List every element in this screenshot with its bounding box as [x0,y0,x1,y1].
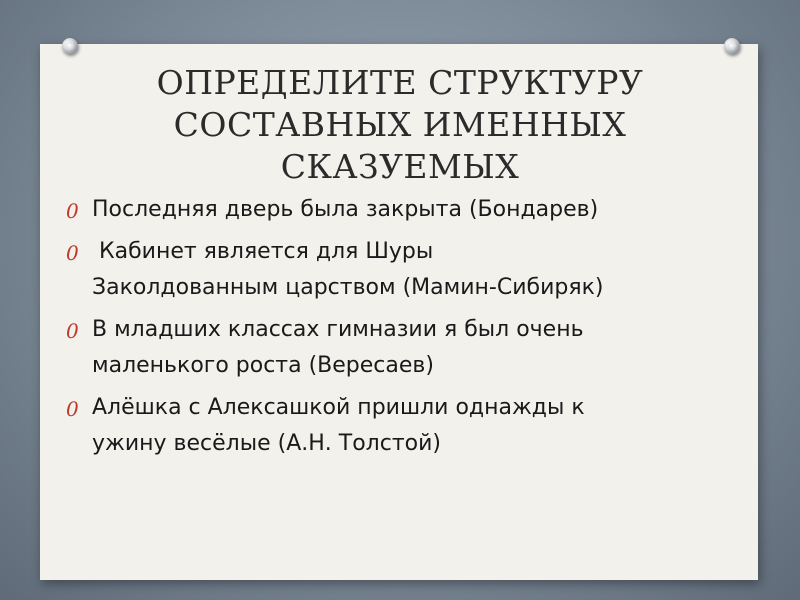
bullet-icon: 0 [66,319,79,343]
title-line: ОПРЕДЕЛИТЕ СТРУКТУРУ [156,63,644,102]
list-item [66,234,746,306]
item-text: ужину весёлые (А.Н. Толстой) [92,431,441,456]
item-text: маленького роста (Вересаев) [92,353,434,378]
title-line: СКАЗУЕМЫХ [280,147,520,186]
bullet-icon: 0 [66,241,79,265]
item-text: Алёшка с Алексашкой пришли однажды к [92,395,585,420]
bullet-icon: 0 [66,199,79,223]
item-text: Кабинет является для Шуры [92,239,434,264]
item-text: В младших классах гимназии я был очень [92,317,584,342]
sentence-list [66,192,746,468]
slide-title [0,62,800,188]
pushpin-icon [62,38,78,54]
item-text: Последняя дверь была закрыта (Бондарев) [92,197,599,222]
list-item [66,192,746,228]
bullet-icon: 0 [66,397,79,421]
list-item [66,312,746,384]
list-item [66,390,746,462]
item-text: Заколдованным царством (Мамин-Сибиряк) [92,275,604,300]
pushpin-icon [724,38,740,54]
title-line: СОСТАВНЫХ ИМЕННЫХ [173,105,627,144]
